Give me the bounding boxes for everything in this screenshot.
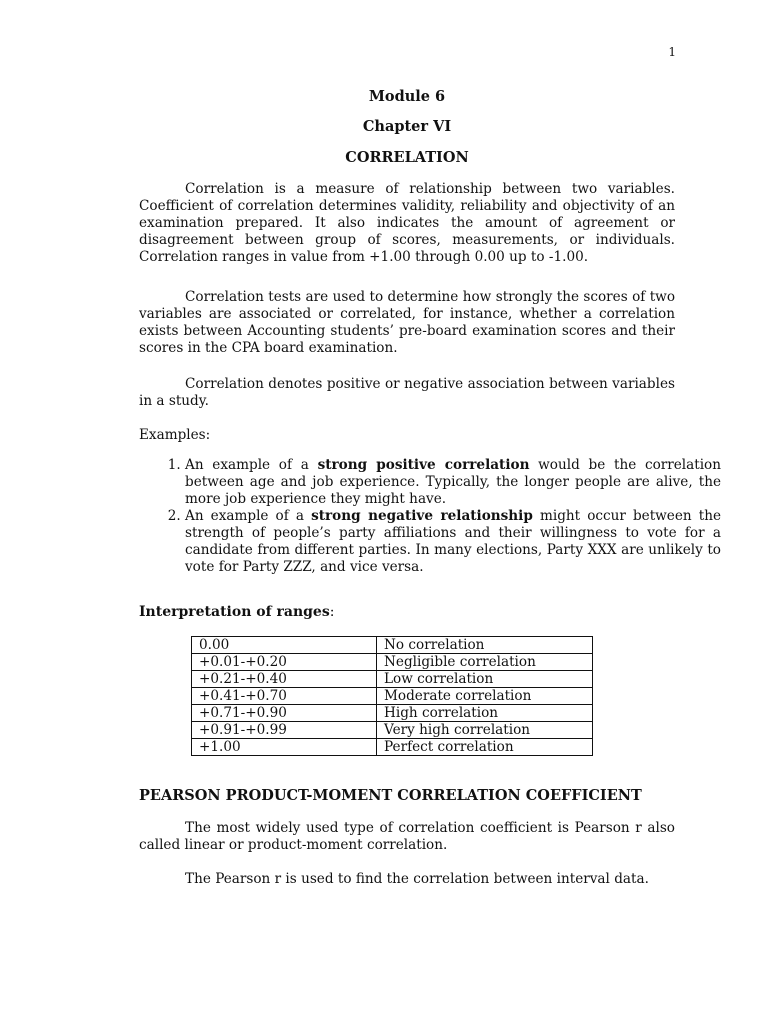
table-row <box>192 739 593 756</box>
table-row <box>192 705 593 722</box>
pearson-interval-paragraph: The Pearson r is used to find the correlation between interval data. <box>185 871 649 887</box>
table-row <box>192 637 593 654</box>
range-cell: 0.00 <box>192 637 377 654</box>
range-cell: +0.01-+0.20 <box>192 654 377 671</box>
interpretation-colon: : <box>329 604 335 620</box>
pearson-paragraph: The most widely used type of correlation coefficient is Pearson r also called linear or product-moment correlation. <box>139 820 675 853</box>
chapter-heading: Chapter VI <box>362 118 452 135</box>
page-number: 1 <box>668 45 676 59</box>
range-cell: +0.91-+0.99 <box>192 722 377 739</box>
interpretation-label: Interpretation of ranges <box>139 604 330 620</box>
intro-paragraph: Correlation is a measure of relationship between two variables. Coefficient of correlation determines validity, reliability and objectivity of an examination prepared. It also indicates the amount of agreement or disagreement between group of scores, measurements, or individuals. Correlation ranges in value from +1.00 through 0.00 up to -1.00. <box>139 181 675 265</box>
range-cell: +0.21-+0.40 <box>192 671 377 688</box>
pearson-section-title: PEARSON PRODUCT-MOMENT CORRELATION COEFFICIENT <box>139 787 642 804</box>
example-text: might occur between the strength of people’s party affiliations and their willingness to vote for a candidate from different parties. In many elections, Party XXX are unlikely to vote for Party ZZZ, and vice versa. <box>185 508 722 575</box>
association-paragraph: Correlation denotes positive or negative association between variables in a study. <box>139 376 675 409</box>
interpretation-heading <box>139 604 334 620</box>
meaning-cell: Moderate correlation <box>377 688 593 705</box>
table-row <box>192 722 593 739</box>
correlation-tests-paragraph: Correlation tests are used to determine how strongly the scores of two variables are associated or correlated, for instance, whether a correlation exists between Accounting students’ pre-board examination scores and their scores in the CPA board examination. <box>139 289 675 356</box>
meaning-cell: Low correlation <box>377 671 593 688</box>
meaning-cell: No correlation <box>377 637 593 654</box>
page-title: CORRELATION <box>345 149 469 166</box>
examples-list <box>139 457 721 576</box>
list-item <box>185 508 721 576</box>
example-text: An example of a <box>185 457 318 473</box>
meaning-cell: Negligible correlation <box>377 654 593 671</box>
range-cell: +0.71-+0.90 <box>192 705 377 722</box>
table-row <box>192 671 593 688</box>
meaning-cell: High correlation <box>377 705 593 722</box>
module-heading: Module 6 <box>368 88 446 105</box>
range-cell: +0.41-+0.70 <box>192 688 377 705</box>
interpretation-table <box>191 636 593 756</box>
example-emphasis: strong positive correlation <box>317 457 530 473</box>
range-cell: +1.00 <box>192 739 377 756</box>
list-item <box>185 457 721 508</box>
example-emphasis: strong negative relationship <box>311 508 533 524</box>
examples-label: Examples: <box>139 427 211 443</box>
example-text: would be the correlation between age and job experience. Typically, the longer people are alive, the more job experience they might have. <box>185 457 721 507</box>
meaning-cell: Very high correlation <box>377 722 593 739</box>
example-text: An example of a <box>185 508 312 524</box>
table-row <box>192 654 593 671</box>
table-row <box>192 688 593 705</box>
meaning-cell: Perfect correlation <box>377 739 593 756</box>
